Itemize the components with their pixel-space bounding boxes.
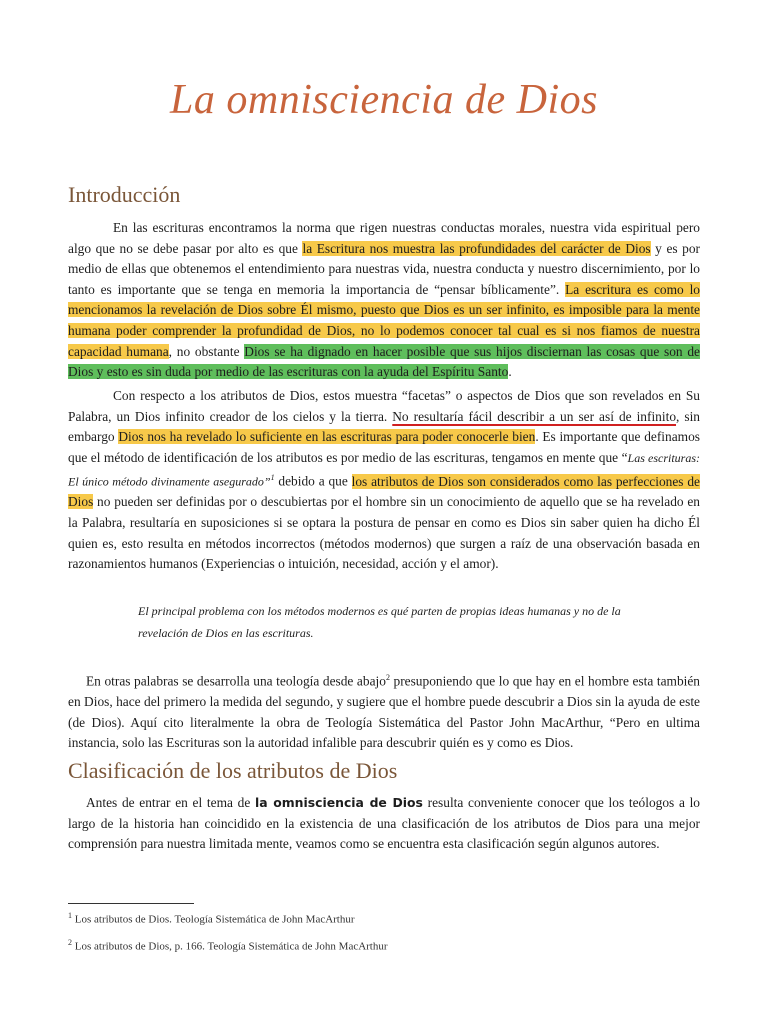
footnote-ref-1: 1 bbox=[270, 473, 275, 483]
intro-paragraph-1: En las escrituras encontramos la norma que rigen nuestras conductas morales, nuestra vida espiritual pero algo que no se debe pasar por alto es que la Escritura nos muestra las profundidades del carácter de Dios y es por medio de ellas que obtenemos el entendimiento para nuestras vida, nuestra conducta y nuestro discernimiento, por lo tanto es importante que se tenga en memoria la importancia de “pensar bíblicamente”. La escritura es como lo mencionamos la revelación de Dios sobre Él mismo, puesto que Dios es un ser infinito, es imposible para la mente humana poder comprender la profundidad de Dios, no lo podemos conocer tal cual es si nos fiamos de nuestra capacidad humana, no obstante Dios se ha dignado en hacer posible que sus hijos disciernan las cosas que son de Dios y esto es sin duda por medio de las escrituras con la ayuda del Espíritu Santo. bbox=[68, 220, 701, 380]
footnote-1: $^1$ Los atributos de Dios. Teología Sistemática de John MacArthur bbox=[68, 911, 355, 926]
highlight-yellow: Dios nos ha revelado lo suficiente en las escrituras para poder conocerle bien bbox=[118, 429, 536, 445]
intro-paragraph-3: En otras palabras se desarrolla una teología desde abajo$^2$ presuponiendo que lo que hay en el hombre esta también en Dios, hace del primero la medida del segundo, y sugiere que el hombre puede descubrir a Dios sin la ayuda de este (de Dios). Aquí cito literalmente la obra de Teología Sistemática del Pastor John MacArthur, “Pero en ultima instancia, solo las Escrituras son la autoridad infalible para descubrir quién es y como es Dios. bbox=[68, 673, 700, 751]
intro-paragraph-2: Con respecto a los atributos de Dios, estos muestra “facetas” o aspectos de Dios que son revelados en Su Palabra, un Dios infinito creador de los cielos y la tierra. No resultaría fácil describir a un ser así de infinito, sin embargo Dios nos ha revelado lo suficiente en las escrituras para poder conocerle bien. Es importante que definamos que el método de identificación de los atributos es por medio de las escrituras, tengamos en mente que “Las escrituras: El único método divinamente asegurado”$^1$ debido a que los atributos de Dios son considerados como las perfecciones de Dios no pueden ser definidas por o descubiertas por el hombre sin un conocimiento de aquello que se ha revelado en la Palabra, resultaría en suposiciones si se optara la postura de pensar en como es Dios sin saber quien ha dicho Él quien es, esto resulta en métodos incorrectos (métodos modernos) que surgen a raíz de una observación basada en razonamientos humanos (Experiencias o intuición, necesidad, acción y el amor). bbox=[68, 388, 700, 572]
footnote-divider bbox=[68, 903, 194, 904]
underline-red: No resultaría fácil describir a un ser así de infinito bbox=[392, 408, 677, 424]
footnote-ref-2: 2 bbox=[385, 673, 390, 682]
highlight-yellow: la Escritura nos muestra las profundidades del carácter de Dios bbox=[302, 240, 651, 256]
footnote-2: $^2$ Los atributos de Dios, p. 166. Teología Sistemática de John MacArthur bbox=[68, 938, 388, 953]
section-heading-introduction: Introducción bbox=[68, 182, 181, 207]
section-heading-classification: Clasificación de los atributos de Dios bbox=[68, 758, 398, 783]
bold-term: la omnisciencia de Dios bbox=[254, 795, 423, 810]
block-quote: El principal problema con los métodos modernos es qué parten de propias ideas humanas y no de la revelación de Dios en las escrituras. bbox=[138, 604, 621, 640]
italic-citation: Las escrituras: El único método divinamente asegurado” bbox=[68, 450, 700, 489]
classification-paragraph: Antes de entrar en el tema de la omnisciencia de Dios resulta conveniente conocer que los teólogos a lo largo de la historia han coincidido en la existencia de una clasificación de los atributos de Dios para una mejor comprensión para nuestra limitada mente, veamos como se encuentra esta clasificación según algunos autores. bbox=[68, 795, 701, 852]
highlight-yellow: los atributos de Dios son considerados como las perfecciones de Dios bbox=[68, 473, 700, 510]
page-title: La omnisciencia de Dios bbox=[170, 77, 598, 123]
highlight-green: Dios se ha dignado en hacer posible que sus hijos disciernan las cosas que son de Dios y esto es sin duda por medio de las escrituras con la ayuda del Espíritu Santo bbox=[68, 343, 701, 380]
highlight-yellow: La escritura es como lo mencionamos la revelación de Dios sobre Él mismo, puesto que Dios es un ser infinito, es imposible para la mente humana poder comprender la profundidad de Dios, no lo podemos conocer tal cual es si nos fiamos de nuestra capacidad humana bbox=[68, 281, 700, 359]
